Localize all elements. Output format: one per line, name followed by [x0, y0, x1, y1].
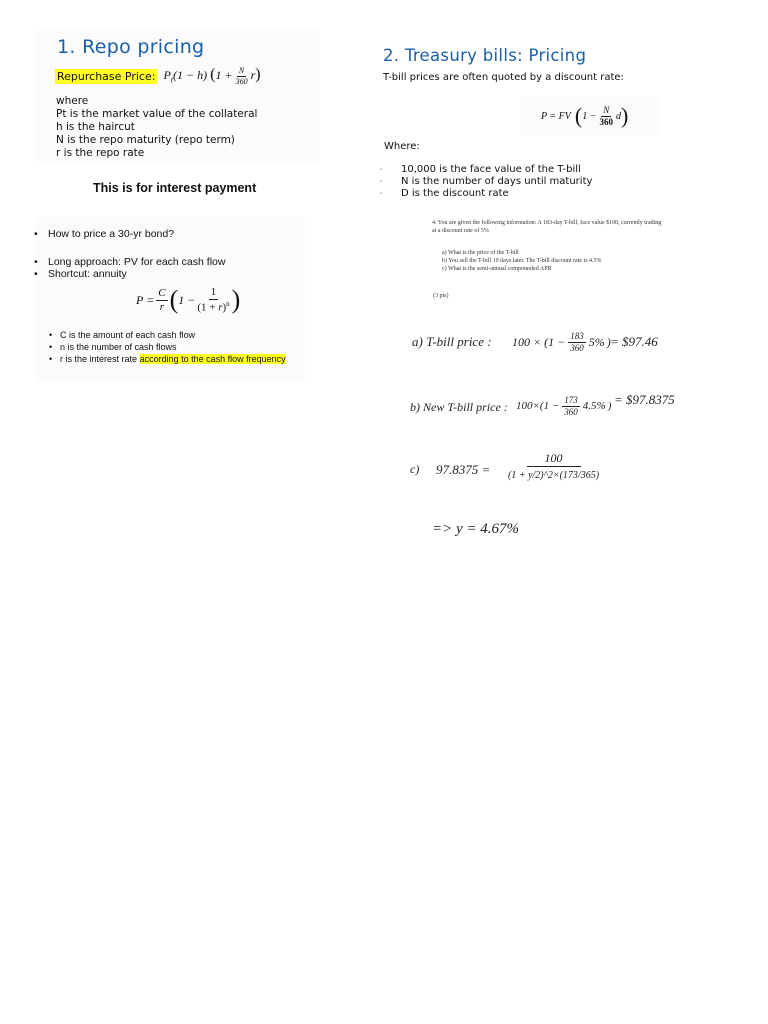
- repurchase-label: Repurchase Price:: [57, 69, 156, 83]
- problem-part-a: a) What is the price of the T-bill: [442, 250, 519, 256]
- answer-b-mult: 4.5%: [582, 400, 606, 412]
- tbill-formula: P = FV ( 1 − $\frac{N}{360}$ d ): [541, 103, 629, 128]
- answer-b-den: 360: [564, 406, 578, 417]
- problem-statement: [432, 219, 732, 235]
- bond-bullets-top: [48, 228, 174, 241]
- tbill-item-0: - 10,000 is the face value of the T-bill: [401, 164, 592, 176]
- repo-where-2: h is the haircut: [56, 121, 135, 133]
- repo-where-list: [56, 95, 257, 160]
- answer-b-label: b) New T-bill price :: [410, 400, 508, 414]
- bond-bullet-2: • Shortcut: annuity: [48, 268, 225, 280]
- answer-c-num: 100: [527, 452, 581, 467]
- repo-where-4: r is the repo rate: [56, 147, 145, 159]
- bond-bullets-mid: [48, 256, 225, 280]
- answer-b-expr-left: 100×(1 −: [516, 400, 560, 412]
- bond-bullet-1: • Long approach: PV for each cash flow: [48, 256, 225, 268]
- answer-b-result: = $97.8375: [614, 392, 675, 407]
- repurchase-formula: $P_t(1 - h) (1$ + $\frac{N}{360}$ r): [163, 65, 261, 86]
- problem-part-c: c) What is the semi-annual compounded APR: [442, 266, 552, 272]
- answer-a-mult: 5%: [588, 334, 605, 349]
- final-answer: => y = 4.67%: [432, 521, 520, 537]
- sub-bullet-2: • r is the interest rate according to the cash flow frequency: [49, 354, 286, 364]
- interest-note: This is for interest payment: [93, 181, 257, 195]
- tbill-item-1: - N is the number of days until maturity: [401, 176, 592, 188]
- repo-where-3: N is the repo maturity (repo term): [56, 134, 235, 146]
- answer-b-expression: 100×(1 − $\frac{173}{360}$ 4.5% ): [516, 394, 612, 417]
- frequency-highlight: according to the cash flow frequency: [139, 354, 286, 364]
- tbill-items: [401, 164, 592, 200]
- answer-c-fraction: [508, 452, 599, 481]
- repurchase-formula-row: [55, 66, 261, 86]
- answer-c-den: (1 + y/2)^2×(173/365): [508, 470, 600, 481]
- answer-c-value: 97.8375 =: [436, 462, 491, 477]
- tbill-intro: T-bill prices are often quoted by a discount rate:: [383, 72, 624, 83]
- problem-line-1: 4. You are given the following information: A 183-day T-bill, face value $100, currently trading: [432, 220, 662, 226]
- problem-part-b: b) You sell the T-bill 10 days later. The T-bill discount rate is 4.5%: [442, 258, 602, 264]
- answer-b-num: 173: [564, 394, 578, 405]
- tbill-title: 2. Treasury bills: Pricing: [383, 46, 587, 65]
- sub-bullet-0: • C is the amount of each cash flow: [49, 330, 196, 340]
- problem-parts: [442, 249, 602, 273]
- repo-title: 1. Repo pricing: [57, 36, 205, 58]
- problem-points: (3 pts): [433, 293, 449, 299]
- bond-bullet-0: • How to price a 30-yr bond?: [48, 228, 174, 241]
- answer-a-expr-left: 100 × (1 −: [512, 334, 566, 349]
- repo-where-1: Pt is the market value of the collateral: [56, 108, 258, 120]
- answer-a-expression: 100 × (1 − $\frac{183}{360}$ 5% ): [512, 330, 611, 353]
- repo-where-0: where: [56, 95, 89, 107]
- sub-bullet-1: • n is the number of cash flows: [49, 342, 177, 352]
- answer-a-label: a) T-bill price :: [412, 334, 492, 349]
- tbill-where: Where:: [384, 141, 420, 152]
- problem-line-2: at a discount rate of 5%: [432, 228, 489, 234]
- annuity-formula: P = $\frac{C}{r}$ ( 1 − $\frac{1}{(1 + r)^n}$ ): [136, 285, 241, 314]
- answer-a-den: 360: [570, 342, 584, 353]
- tbill-item-2: - D is the discount rate: [401, 188, 592, 200]
- bond-sub-bullets: [49, 329, 286, 365]
- answer-a-num: 183: [570, 330, 584, 341]
- answer-c-label: c): [410, 462, 420, 476]
- answer-a-result: = $97.46: [610, 334, 658, 349]
